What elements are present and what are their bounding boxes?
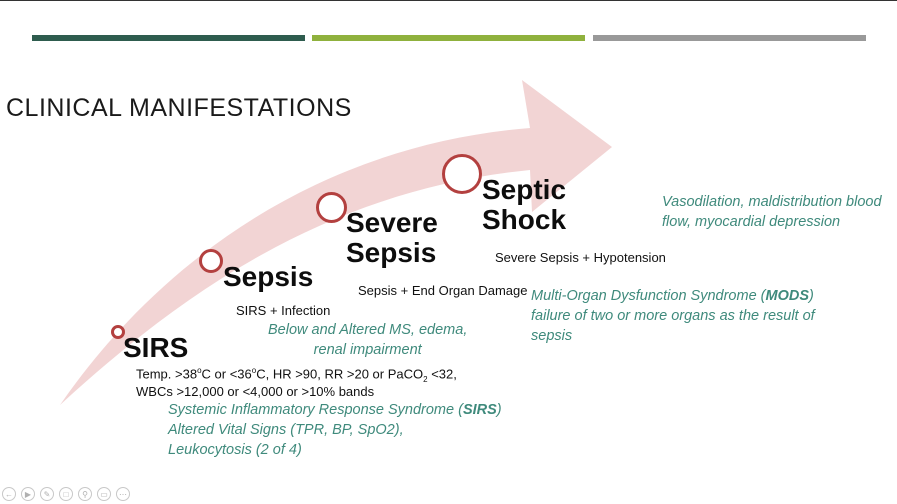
more-icon[interactable]: ⋯: [116, 487, 130, 501]
severe-sepsis-notes: Multi-Organ Dysfunction Syndrome (MODS) failure of two or more organs as the result of sepsis: [531, 288, 815, 344]
stage-label-sepsis: Sepsis: [223, 261, 314, 292]
septic-shock-criteria: Severe Sepsis + Hypotension: [495, 250, 666, 265]
sirs-criteria: Temp. $>38^oC$ or $<36^oC$, HR >90, RR >20 or PaCO$_2$ <32,: [136, 366, 457, 384]
sepsis-notes: Below and Altered MS, edema, renal impairment: [268, 322, 468, 358]
pen-icon[interactable]: ✎: [40, 487, 54, 501]
zoom-icon[interactable]: ⚲: [78, 487, 92, 501]
slides-icon[interactable]: □: [59, 487, 73, 501]
subtitle-icon[interactable]: ▭: [97, 487, 111, 501]
severe-sepsis-criteria: Sepsis + End Organ Damage: [358, 283, 528, 298]
stage-label-septic-shock: Septic Shock: [482, 174, 567, 235]
sirs-notes: Systemic Inflammatory Response Syndrome (SIRS) Altered Vital Signs (TPR, BP, SpO2), Leukocytosis (2 of 4): [168, 402, 502, 458]
play-icon[interactable]: ▶: [21, 487, 35, 501]
stage-marker-septic-shock: [442, 154, 482, 194]
presentation-controls: [2, 487, 130, 501]
sirs-criteria-line2: WBCs >12,000 or <4,000 or >10% bands: [136, 384, 375, 399]
stage-label-sirs: SIRS: [123, 332, 189, 363]
sepsis-criteria: SIRS + Infection: [236, 303, 331, 318]
stage-marker-sepsis: [199, 249, 223, 273]
septic-shock-notes: Vasodilation, maldistribution blood flow, myocardial depression: [662, 194, 882, 230]
slide-title: CLINICAL MANIFESTATIONS: [6, 94, 352, 122]
prev-icon[interactable]: ←: [2, 487, 16, 501]
stage-marker-severe-sepsis: [316, 192, 347, 223]
stage-label-severe-sepsis: Severe Sepsis: [346, 207, 438, 268]
